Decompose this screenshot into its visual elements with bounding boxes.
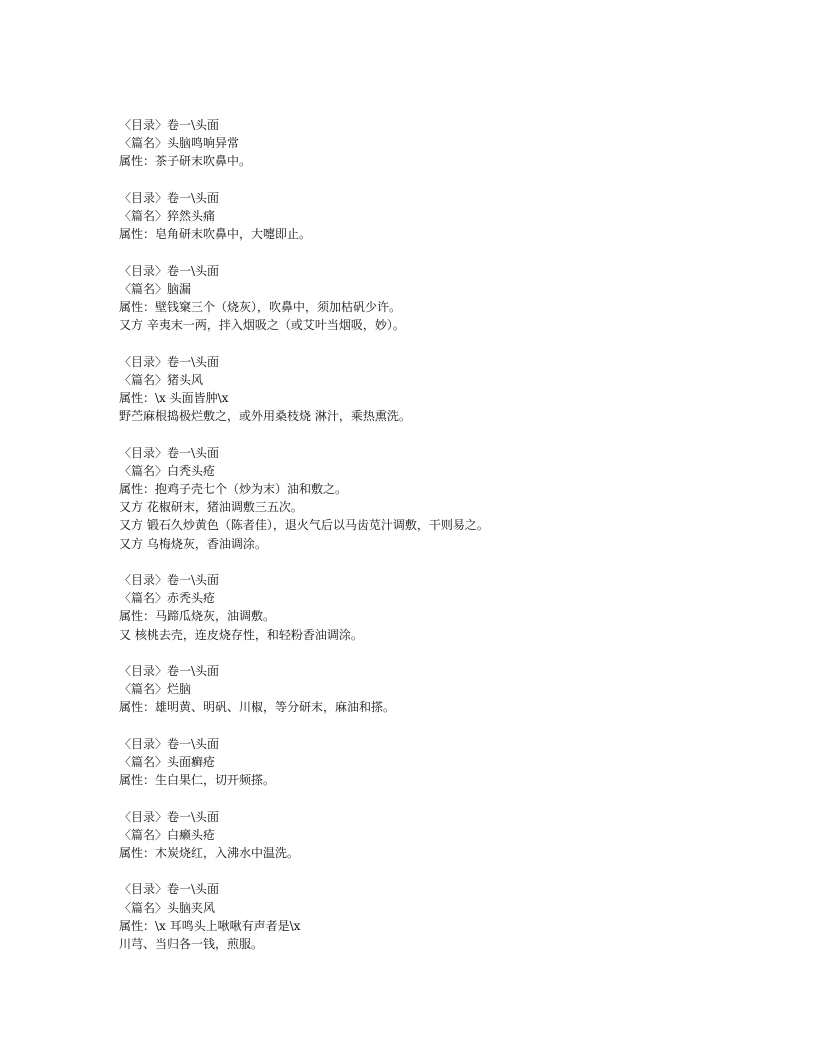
property-line: 属性：生白果仁，切开频搽。 bbox=[119, 773, 276, 788]
title-line: 〈篇名〉烂脑 bbox=[119, 682, 192, 697]
title-line: 〈篇名〉头脑鸣响异常 bbox=[119, 136, 240, 151]
title-line: 〈篇名〉脑漏 bbox=[119, 281, 192, 296]
property-line: 属性：雄明黄、明矾、川椒，等分研末，麻油和搽。 bbox=[119, 700, 396, 715]
property-line: 属性：壁钱窠三个（烧灰），吹鼻中，须加枯矾少许。 bbox=[119, 300, 402, 314]
title-line: 〈篇名〉猝然头痛 bbox=[119, 209, 216, 223]
title-line: 〈篇名〉白癞头疮 bbox=[119, 827, 216, 842]
catalog-line: 〈目录〉卷一\头面 bbox=[119, 263, 220, 278]
entry bbox=[119, 189, 779, 244]
remedy-line: 又方 辛夷末一两，拌入烟吸之（或艾叶当烟吸，妙）。 bbox=[119, 318, 405, 333]
catalog-line: 〈目录〉卷一\头面 bbox=[119, 809, 220, 824]
entry bbox=[119, 353, 779, 426]
remedy-line: 野苎麻根捣极烂敷之，或外用桑枝烧 淋汁，乘热熏洗。 bbox=[119, 409, 411, 424]
catalog-line: 〈目录〉卷一\头面 bbox=[119, 573, 220, 587]
property-line: 属性：\x 耳鸣头上啾啾有声者是\x bbox=[119, 918, 301, 933]
property-line: 属性：\x 头面皆肿\x bbox=[119, 391, 229, 405]
property-line: 属性：抱鸡子壳七个（炒为末）油和敷之。 bbox=[119, 482, 348, 496]
catalog-line: 〈目录〉卷一\头面 bbox=[119, 190, 220, 205]
remedy-line: 又方 花椒研末，猪油调敷三五次。 bbox=[119, 500, 303, 515]
catalog-line: 〈目录〉卷一\头面 bbox=[119, 118, 220, 132]
catalog-line: 〈目录〉卷一\头面 bbox=[119, 736, 220, 751]
property-line: 属性：皂角研末吹鼻中，大嚏即止。 bbox=[119, 227, 312, 242]
title-line: 〈篇名〉头面癣疮 bbox=[119, 755, 216, 769]
property-line: 属性：马蹄瓜烧灰，油调敷。 bbox=[119, 609, 276, 624]
title-line: 〈篇名〉白秃头疮 bbox=[119, 463, 216, 478]
catalog-line: 〈目录〉卷一\头面 bbox=[119, 882, 220, 897]
document-page bbox=[119, 116, 779, 971]
entry bbox=[119, 444, 779, 553]
title-line: 〈篇名〉猪头风 bbox=[119, 372, 204, 387]
entry bbox=[119, 735, 779, 790]
entry bbox=[119, 880, 779, 953]
entry bbox=[119, 116, 779, 171]
title-line: 〈篇名〉头脑夹风 bbox=[119, 900, 216, 915]
property-line: 属性：茶子研末吹鼻中。 bbox=[119, 154, 252, 169]
remedy-line: 又方 锻石久炒黄色（陈者佳），退火气后以马齿苋汁调敷，干则易之。 bbox=[119, 518, 489, 533]
catalog-line: 〈目录〉卷一\头面 bbox=[119, 354, 220, 369]
entry bbox=[119, 662, 779, 717]
catalog-line: 〈目录〉卷一\头面 bbox=[119, 445, 220, 460]
entry bbox=[119, 808, 779, 863]
property-line: 属性：木炭烧红，入沸水中温洗。 bbox=[119, 846, 300, 860]
remedy-line: 川芎、当归各一钱，煎服。 bbox=[119, 937, 264, 951]
remedy-line: 又 核桃去壳，连皮烧存性，和轻粉香油调涂。 bbox=[119, 627, 363, 642]
catalog-line: 〈目录〉卷一\头面 bbox=[119, 664, 220, 678]
entry bbox=[119, 571, 779, 644]
entry bbox=[119, 262, 779, 335]
remedy-line: 又方 乌梅烧灰，香油调涂。 bbox=[119, 536, 267, 551]
title-line: 〈篇名〉赤秃头疮 bbox=[119, 591, 216, 606]
